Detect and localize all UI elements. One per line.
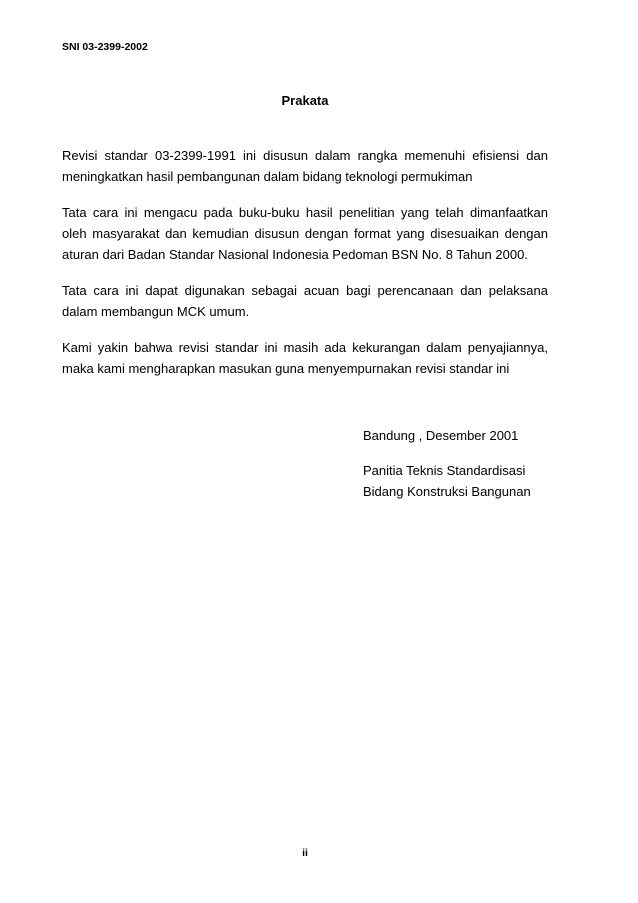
page-number: ii — [302, 847, 308, 859]
signature-field: Bidang Konstruksi Bangunan — [363, 484, 531, 499]
paragraph-feedback: Kami yakin bahwa revisi standar ini masih ada kekurangan dalam penyajiannya, maka kami mengharapkan masukan guna menyempurnakan revisi standar ini — [62, 340, 548, 376]
preface-body — [62, 145, 548, 394]
paragraph-revision-purpose: Revisi standar 03-2399-1991 ini disusun dalam rangka memenuhi efisiensi dan meningkatkan hasil pembangunan dalam bidang teknologi permukiman — [62, 148, 548, 184]
paragraph-references: Tata cara ini mengacu pada buku-buku hasil penelitian yang telah dimanfaatkan oleh masyarakat dan kemudian disusun dengan format yang disesuaikan dengan aturan dari Badan Standar Nasional Indonesia Pedoman BSN No. 8 Tahun 2000. — [62, 205, 548, 262]
signature-place-date: Bandung , Desember 2001 — [363, 428, 519, 443]
signature-committee: Panitia Teknis Standardisasi — [363, 463, 526, 478]
paragraph-usage: Tata cara ini dapat digunakan sebagai acuan bagi perencanaan dan pelaksana dalam membangun MCK umum. — [62, 283, 548, 319]
page-title: Prakata — [281, 93, 329, 108]
signature-block — [363, 425, 623, 502]
standard-code-header: SNI 03-2399-2002 — [62, 41, 148, 53]
